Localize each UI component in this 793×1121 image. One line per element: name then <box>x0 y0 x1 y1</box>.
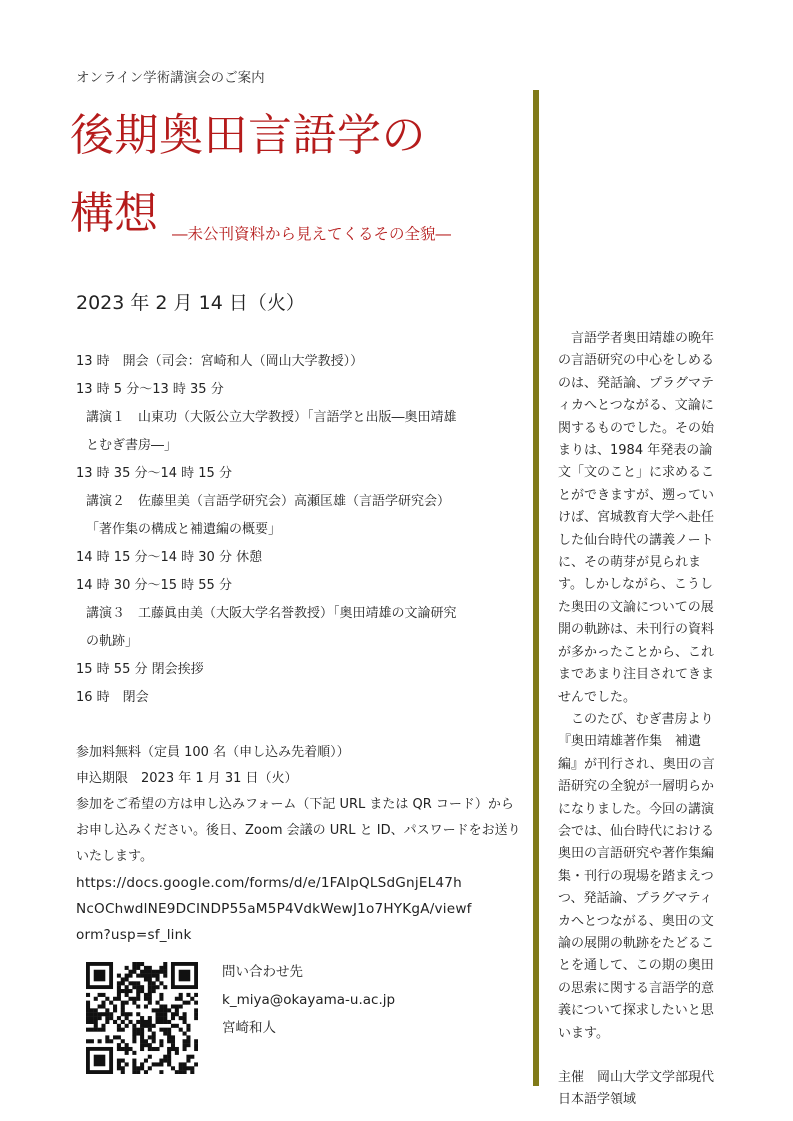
program-item: の軌跡」 <box>86 634 139 649</box>
description-column <box>558 328 720 1112</box>
program-item: 講演３ 工藤眞由美（大阪大学名誉教授）「奥田靖雄の文論研究 <box>86 606 457 621</box>
qr-code-icon[interactable] <box>86 962 198 1074</box>
program-item: 13 時 開会（司会：宮崎和人（岡山大学教授）） <box>76 354 364 369</box>
program-item: 16 時 閉会 <box>76 690 149 705</box>
contact-email[interactable]: k_miya@okayama-u.ac.jp <box>222 992 396 1008</box>
form-url-line[interactable]: orm?usp=sf_link <box>76 927 192 943</box>
event-date: 2023 年 2 月 14 日（火） <box>76 292 305 314</box>
description-paragraph <box>558 328 720 709</box>
program-list <box>76 348 516 712</box>
program-item: とむぎ書房―」 <box>86 438 178 453</box>
registration-info <box>76 740 524 948</box>
form-url-line[interactable]: NcOChwdlNE9DCINDP55aM5P4VdkWewJ1o7HYKgA/viewf <box>76 901 472 917</box>
contact-name: 宮崎和人 <box>222 1020 276 1036</box>
program-item: 「著作集の構成と補遺編の概要」 <box>86 522 282 537</box>
program-item: 13 時 35 分〜14 時 15 分 <box>76 466 232 481</box>
program-item: 13 時 5 分〜13 時 35 分 <box>76 382 224 397</box>
qr-code-graphic <box>86 962 198 1074</box>
program-item: 講演２ 佐藤里美（言語学研究会）高瀬匡雄（言語学研究会） <box>86 494 451 509</box>
program-item: 14 時 30 分〜15 時 55 分 <box>76 578 232 593</box>
registration-note: 参加をご希望の方は申し込みフォーム（下記 URL または QR コード）からお申し込みください。後日、Zoom 会議の URL と ID、パスワードをお送りいたします。 <box>76 797 521 864</box>
description-text: このたび、むぎ書房より『奥田靖雄著作集 補遺編』が刊行され、奥田の言語研究の全貌が一層明らかになりました。今回の講演会では、仙台時代における奥田の言語研究や著作集編集・刊行の現場を踏まえつつ、発話論、プラグマティカへとつながる、奥田の文論の展開の軌跡をたどることを通して、この期の奥田の思索に関する言語学的意義について探求したいと思います。 <box>558 711 715 1041</box>
organizer-text: 主催 岡山大学文学部現代日本語学領域 <box>558 1070 715 1108</box>
description-paragraph <box>558 709 720 1045</box>
event-kicker: オンライン学術講演会のご案内 <box>76 70 265 86</box>
title-line-1: 後期奥田言語学の <box>70 110 426 161</box>
program-item: 15 時 55 分 閉会挨拶 <box>76 662 204 677</box>
program-item: 講演１ 山東功（大阪公立大学教授）「言語学と出版―奥田靖雄 <box>86 410 457 425</box>
title-line-2: 構想 <box>70 188 158 239</box>
form-url-line[interactable]: https://docs.google.com/forms/d/e/1FAIpQLSdGnjEL47h <box>76 875 462 891</box>
vertical-divider <box>533 90 539 1086</box>
contact-block <box>222 958 395 1042</box>
contact-label: 問い合わせ先 <box>222 964 303 980</box>
subtitle: ―未公刊資料から見えてくるその全貌― <box>172 225 452 243</box>
fee-text: 参加料無料（定員 100 名（申し込み先着順）） <box>76 745 350 760</box>
program-item: 14 時 15 分〜14 時 30 分 休憩 <box>76 550 263 565</box>
description-text: 言語学者奥田靖雄の晩年の言語研究の中心をしめるのは、発話論、プラグマティカへとつながる、文論に関するものでした。その始まりは、1984 年発表の論文「文のこと」に求めることができますが、遡っていけば、宮城教育大学へ赴任した仙台時代の講義ノートに、その萌芽が見られます。しかしながら、こうした奥田の文論についての展開の軌跡は、未刊行の資料が多かったことから、これまであまり注目されてきませんでした。 <box>558 331 715 705</box>
deadline-text: 申込期限 2023 年 1 月 31 日（火） <box>76 771 298 786</box>
